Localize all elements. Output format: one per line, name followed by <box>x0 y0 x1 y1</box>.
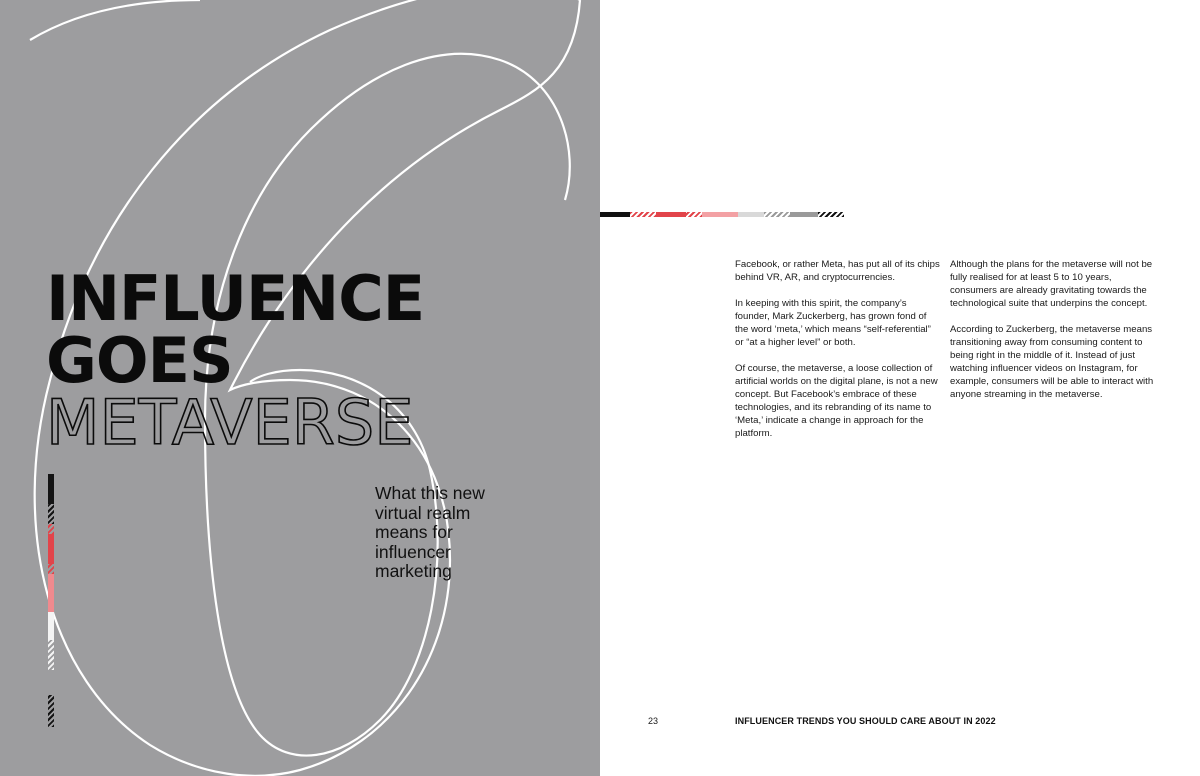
body-paragraph: Of course, the metaverse, a loose collection of artificial worlds on the digital plane, is not a new concept. But Facebook’s embrace of these technologies, and its rebranding of its name to ‘Meta,’ indicate a change in approach for the platform. <box>735 363 938 439</box>
vertical-accent-stripe-small <box>48 695 54 727</box>
subtitle: What this new virtual realm means for influencer marketing <box>375 483 485 581</box>
headline-line-1: INFLUENCE <box>46 262 425 335</box>
body-paragraph: According to Zuckerberg, the metaverse means transitioning away from consuming content to being right in the middle of it. Instead of just watching influencer videos on Instagram, for example, consumers will be able to interact with anyone streaming in the metaverse. <box>950 324 1154 400</box>
body-column-2 <box>950 258 1155 414</box>
body-paragraph: In keeping with this spirit, the company’s founder, Mark Zuckerberg, has grown fond of the word ‘meta,’ which means “self-referential” or “at a higher level” or both. <box>735 298 931 348</box>
headline-line-3-outline: METAVERSE <box>46 386 414 459</box>
running-title: INFLUENCER TRENDS YOU SHOULD CARE ABOUT IN 2022 <box>735 716 996 726</box>
headline-line-2: GOES <box>46 324 233 397</box>
vertical-accent-stripe <box>48 474 54 670</box>
body-column-1 <box>735 258 940 453</box>
headline <box>46 262 425 459</box>
horizontal-accent-stripe <box>600 212 844 217</box>
page-number: 23 <box>648 716 659 726</box>
right-page <box>600 0 1200 776</box>
body-paragraph: Although the plans for the metaverse will not be fully realised for at least 5 to 10 years, consumers are already gravitating towards the technological suite that underpins the concept. <box>950 259 1153 309</box>
body-paragraph: Facebook, or rather Meta, has put all of its chips behind VR, AR, and cryptocurrencies. <box>735 259 940 283</box>
